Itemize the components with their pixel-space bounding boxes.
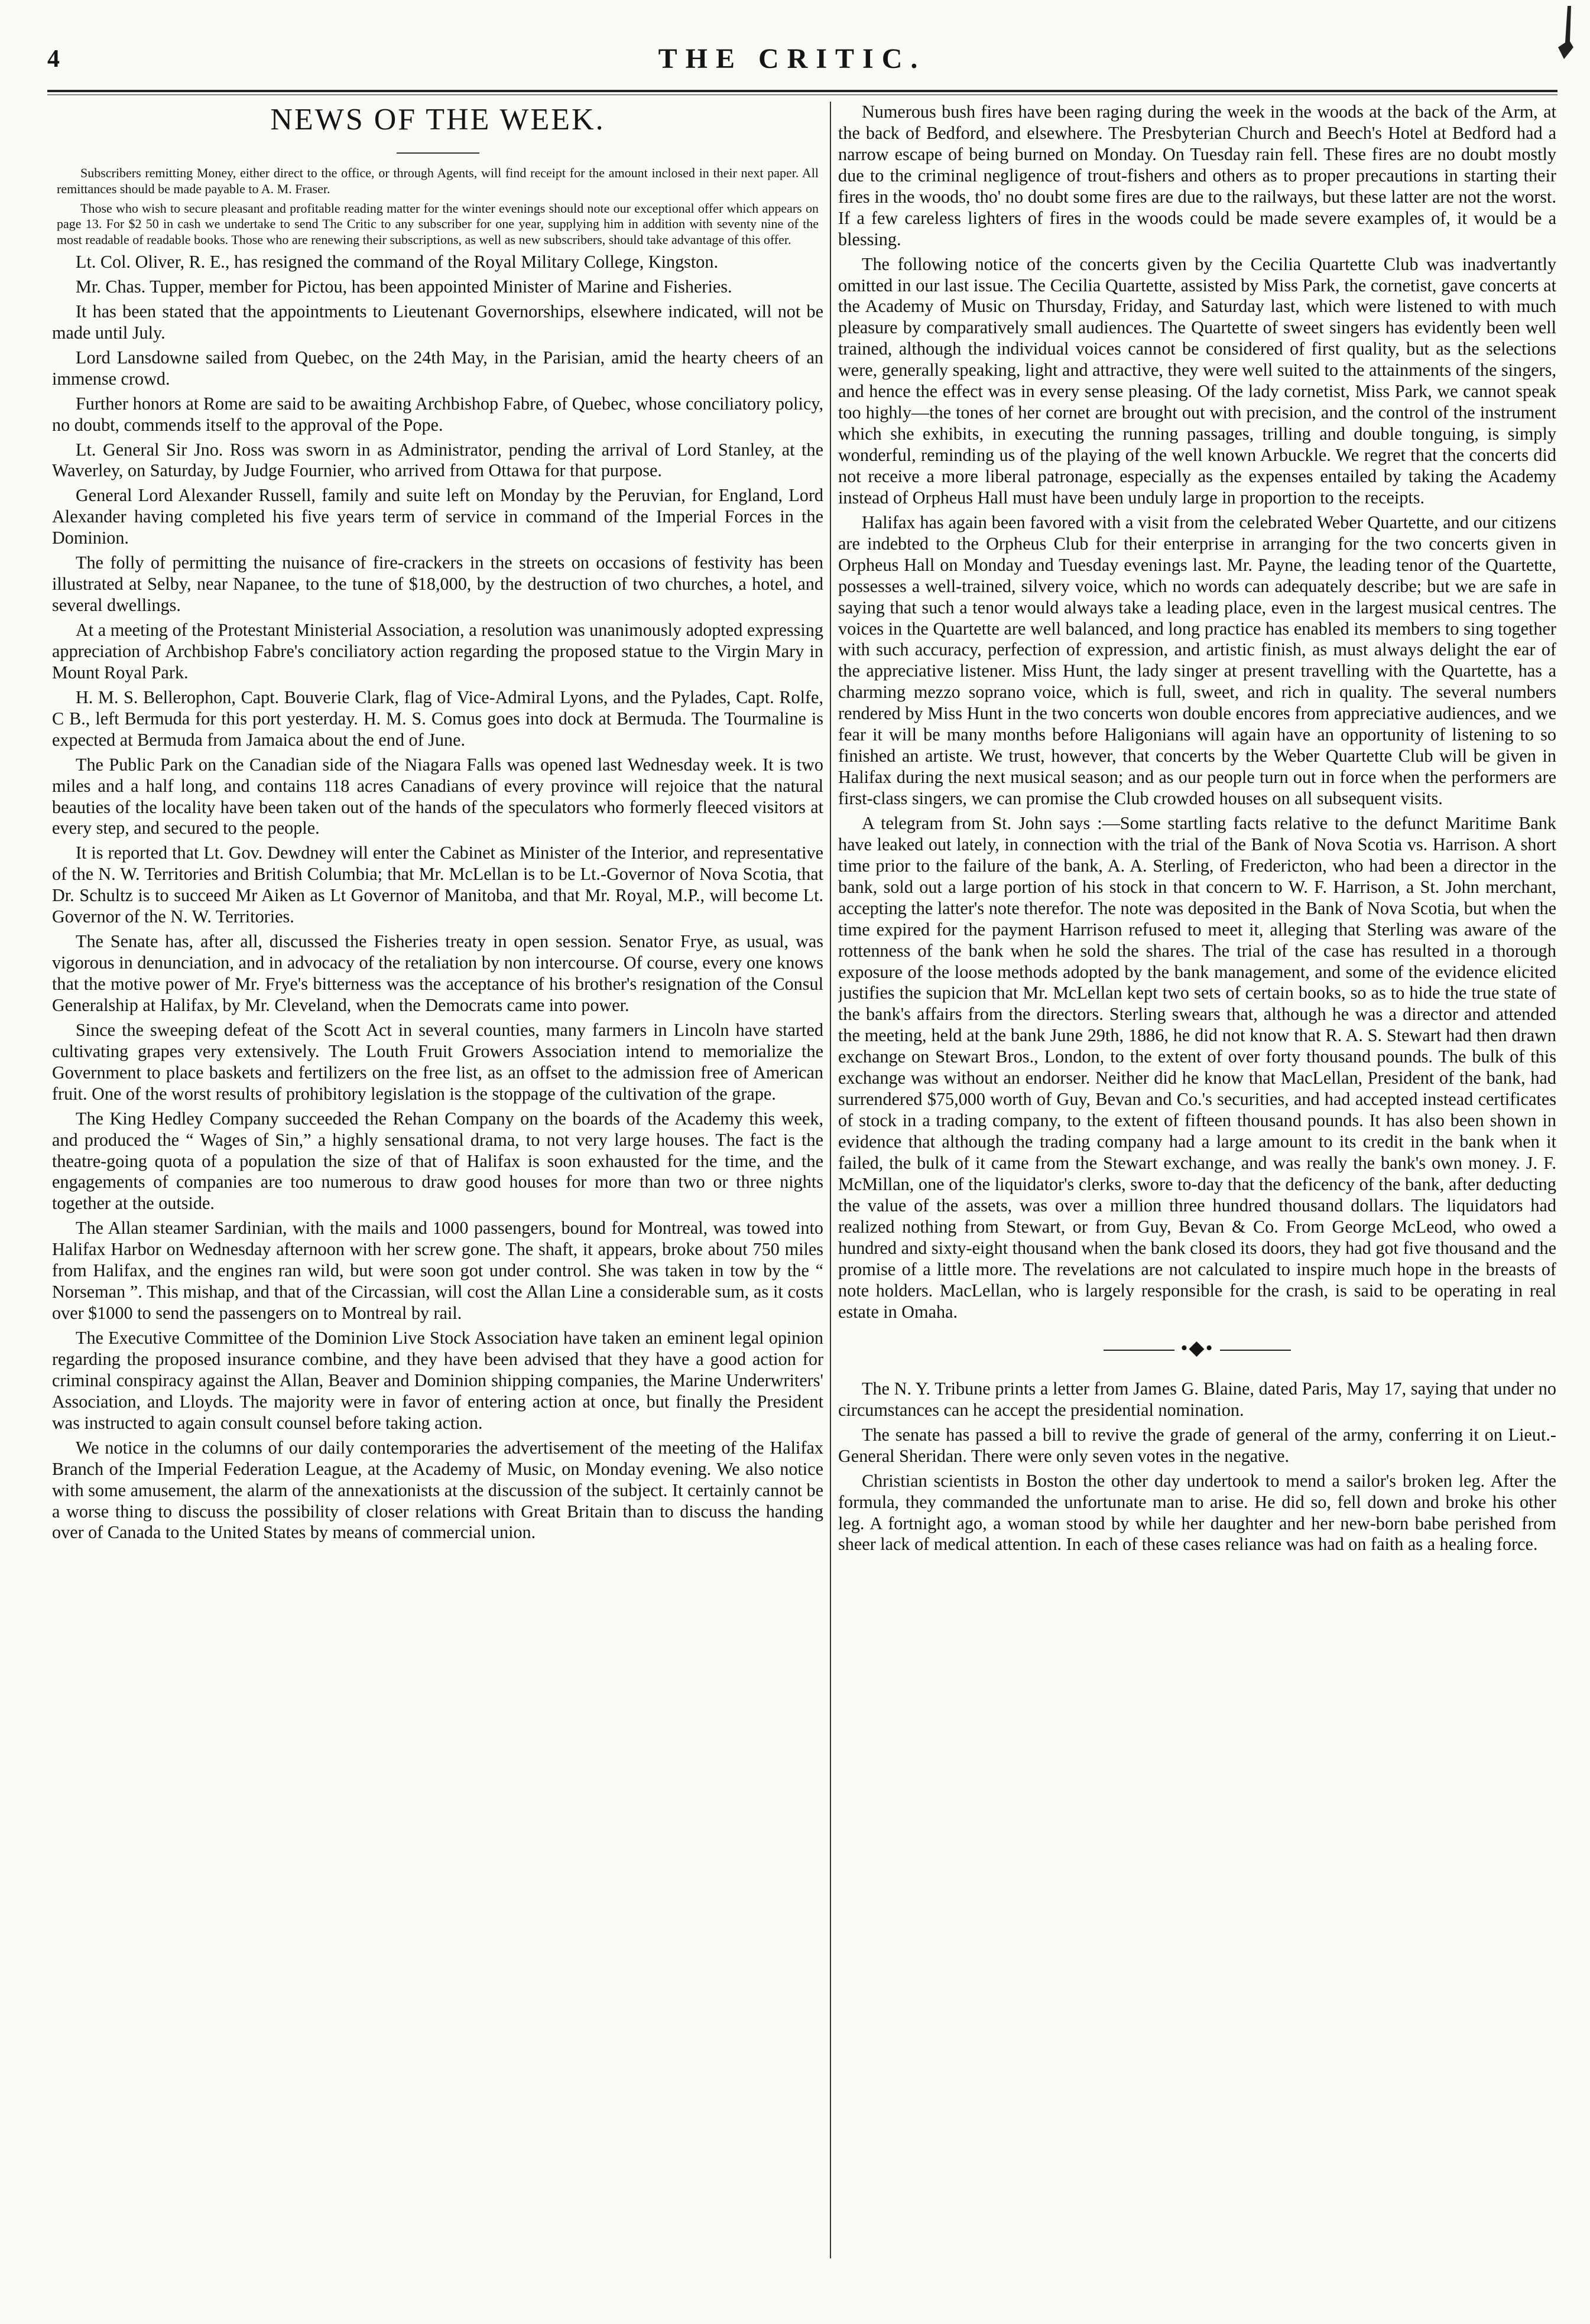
news-item: It has been stated that the appointments to Lieutenant Governorships, elsewhere indicated, will not be made until July. [52, 301, 823, 343]
news-item: A telegram from St. John says :—Some startling facts relative to the defunct Maritime Bank have leaked out lately, in connection with the trial of the Bank of Nova Scotia vs. Harrison. A short time prior to the failure of the bank, A. A. Sterling, of Fredericton, who had been a director in the bank, sold out a large portion of his stock in that concern to W. F. Harrison, a St. John merchant, accepting the latter's note therefor. The note was deposited in the Bank of Nova Scotia, but when the time expired for the payment Harrison refused to meet it, alleging that Sterling was aware of the rottenness of the bank when he sold the shares. The trial of the case has resulted in a thorough exposure of the loose methods adopted by the bank management, and some of the evidence elicited justifies the supicion that Mr. McLellan kept two sets of certain books, so as to hide the true state of the bank's affairs from the directors. Sterling swears that, although he was a director and attended the meeting, held at the bank June 29th, 1886, he did not know that R. A. S. Stewart had then drawn exchange on Stewart Bros., London, to the extent of over forty thousand pounds. The bulk of this exchange was without an endorser. Neither did he know that MacLellan, President of the bank, had surrendered $75,000 worth of Guy, Bevan and Co.'s securities, and had accepted instead certificates of stock in a trading company, to the extent of fifteen thousand pounds. It has also been shown in evidence that although the trading company had a large amount to its credit in the bank when it failed, the bulk of it came from the Stewart exchange, and was really the bank's own money. J. F. McMillan, one of the liquidator's clerks, swore to-day that the deficency of the bank, after deducting the value of the assets, was over a million three hundred thousand dollars. The liquidators had realized nothing from Stewart, or from Guy, Bevan & Co. From George McLeod, who owed a hundred and sixty-eight thousand when the bank closed its doors, they had got five thousand and the promise of a little more. The revelations are not calculated to inspire much hope in the breasts of note holders. MacLellan, who is largely responsible for the crash, is said to be operating in real estate in Omaha. [838, 812, 1556, 1322]
separator-line-left [1104, 1350, 1174, 1351]
separator-ornament-icon: •◆• [1180, 1337, 1214, 1360]
news-item: H. M. S. Bellerophon, Capt. Bouverie Clark, flag of Vice-Admiral Lyons, and the Pylades, Capt. Rolfe, C B., left Bermuda for this port yesterday. H. M. S. Comus goes into dock at Bermuda. The Tourmaline is expected at Bermuda from Jamaica about the end of June. [52, 687, 823, 750]
news-item: The Public Park on the Canadian side of the Niagara Falls was opened last Wednesday week. It is two miles and a half long, and contains 118 acres Canadians of every province will rejoice that the natural beauties of the locality have been taken out of the hands of the speculators who formerly fleeced visitors at every step, and secured to the people. [52, 754, 823, 838]
right-column [838, 102, 1556, 2288]
news-item: The N. Y. Tribune prints a letter from James G. Blaine, dated Paris, May 17, saying that under no circumstances can he accept the presidential nomination. [838, 1378, 1556, 1420]
news-item: Lord Lansdowne sailed from Quebec, on the 24th May, in the Parisian, amid the hearty cheers of an immense crowd. [52, 347, 823, 389]
page-corner-mark-icon [1550, 6, 1577, 59]
news-item: Mr. Chas. Tupper, member for Pictou, has been appointed Minister of Marine and Fisheries. [76, 276, 732, 297]
news-item: It is reported that Lt. Gov. Dewdney will enter the Cabinet as Minister of the Interior, and representative of the N. W. Territories and British Columbia; that Mr. McLellan is to be Lt.-Governor of Nova Scotia, that Dr. Schultz is to succeed Mr Aiken as Lt Governor of Manitoba, and that Mr. Royal, M.P., will become Lt. Governor of the N. W. Territories. [52, 843, 823, 927]
left-column [52, 102, 823, 2288]
header-rule [47, 90, 1557, 92]
news-item: Numerous bush fires have been raging during the week in the woods at the back of the Arm, at the back of Bedford, and elsewhere. The Presbyterian Church and Beech's Hotel at Bedford had a narrow escape of being burned on Monday. On Tuesday rain fell. These fires are no doubt mostly due to the criminal negligence of trout-fishers and others as to proper precautions in starting their fires in the woods, tho' no doubt some fires are due to the railways, but these latter are not the worst. If a few careless lighters of fires in the woods could be made severe examples of, it would be a blessing. [838, 102, 1556, 249]
news-item: The following notice of the concerts given by the Cecilia Quartette Club was inadvertantly omitted in our last issue. The Cecilia Quartette, assisted by Miss Park, the cornetist, gave concerts at the Academy of Music on Thursday, Friday, and Saturday last, which were listened to with much pleasure by comparatively small audiences. The Quartette of sweet singers has evidently been well trained, although the individual voices cannot be considered of first quality, but as the selections were, generally speaking, light and attractive, they were well suited to the attainments of the singers, and hence the effect was in every sense pleasing. Of the lady cornetist, Miss Park, we cannot speak too highly—the tones of her cornet are brought out with precision, and the control of the instrument which she exhibits, in executing the running passages, trilling and double tonguing, is simply wonderful, reminding us of the playing of the well known Arbuckle. We regret that the concerts did not receive a more liberal patronage, especially as the expenses entailed by taking the Academy instead of Orpheus Hall must have been unduly large in proportion to the receipts. [838, 253, 1556, 508]
news-item: The senate has passed a bill to revive the grade of general of the army, conferring it on Lieut.-General Sheridan. There were only seven votes in the negative. [838, 1424, 1556, 1466]
column-divider [830, 102, 831, 2258]
news-item: Christian scientists in Boston the other day undertook to mend a sailor's broken leg. After the formula, they commanded the unfortunate man to arise. He did so, fell down and broke his other leg. A fortnight ago, a woman stood by while her daughter and her new-born babe perished from sheer lack of medical attention. In each of these cases reliance was had on faith as a healing force. [838, 1470, 1556, 1555]
news-item: The Executive Committee of the Dominion Live Stock Association have taken an eminent legal opinion regarding the proposed insurance combine, and they have been advised that they have a good action for criminal conspiracy against the Allan, Beaver and Dominion shipping companies, the Marine Underwriters' Association, and Lloyds. The majority were in favor of entering action at once, but finally the President was instructed to again consult counsel before taking action. [52, 1328, 823, 1433]
subscriber-notice: Subscribers remitting Money, either direct to the office, or through Agents, will find receipt for the amount inclosed in their next paper. All remittances should be made payable to A. M. Fraser. [57, 165, 819, 196]
news-item: Halifax has again been favored with a visit from the celebrated Weber Quartette, and our citizens are indebted to the Orpheus Club for their enterprise in arranging for the two concerts given in Orpheus Hall on Monday and Tuesday evenings last. Mr. Payne, the leading tenor of the Quartette, possesses a well-trained, silvery voice, which no words can adequately describe; but we are safe in saying that such a tenor would always take a leading place, even in the largest musical centres. The voices in the Quartette are well balanced, and long practice has enabled its members to sing together with such accuracy, perfection of expression, and artistic finish, as must always delight the ear of the appreciative listener. Miss Hunt, the lady singer at present travelling with the Quartette, has a charming mezzo soprano voice, which is full, sweet, and rich in quality. The several numbers rendered by Miss Hunt in the two concerts won double encores from appreciative audiences, and we fear it will be many months before Haligonians will again have an opportunity of listening to so finished an artiste. We trust, however, that concerts by the Weber Quartette Club will be given in Halifax during the next musical season; and as our people turn out in force when the performers are first-class singers, we can promise the Club crowded houses on all subsequent visits. [838, 512, 1556, 808]
page-header [47, 40, 1537, 82]
news-item: Lt. General Sir Jno. Ross was sworn in as Administrator, pending the arrival of Lord Stanley, at the Waverley, on Saturday, by Judge Fournier, who arrived from Ottawa for that purpose. [52, 439, 823, 481]
masthead-title: THE CRITIC. [658, 43, 926, 74]
news-item: At a meeting of the Protestant Ministerial Association, a resolution was unanimously adopted expressing appreciation of Archbishop Fabre's conciliatory action regarding the proposed statue to the Virgin Mary in Mount Royal Park. [52, 620, 823, 682]
section-title: NEWS OF THE WEEK. [270, 103, 605, 136]
news-item: The folly of permitting the nuisance of fire-crackers in the streets on occasions of festivity has been illustrated at Selby, near Napanee, to the tune of $18,000, by the destruction of two churches, a hotel, and several dwellings. [52, 552, 823, 616]
news-item: The King Hedley Company succeeded the Rehan Company on the boards of the Academy this week, and produced the “ Wages of Sin,” a highly sensational drama, to not very large houses. The fact is the theatre-going quota of a population the size of that of Halifax is soon exhausted for the time, and the engagements of companies are too numerous to draw good houses for more than two or three nights together at the outside. [52, 1108, 823, 1214]
news-item: Lt. Col. Oliver, R. E., has resigned the command of the Royal Military College, Kingston. [76, 252, 719, 272]
title-rule [397, 152, 479, 154]
news-item: The Allan steamer Sardinian, with the mails and 1000 passengers, bound for Montreal, was towed into Halifax Harbor on Wednesday afternoon with her screw gone. The shaft, it appears, broke about 750 miles from Halifax, and the engines ran wild, but were soon got under control. She was taken in tow by the “ Norseman ”. This mishap, and that of the Circassian, will cost the Allan Line a considerable sum, as it costs over $1000 to send the passengers on to Montreal by rail. [52, 1218, 823, 1324]
news-item: Further honors at Rome are said to be awaiting Archbishop Fabre, of Quebec, whose conciliatory policy, no doubt, commends itself to the approval of the Pope. [52, 393, 823, 435]
article-separator [838, 1337, 1556, 1360]
news-item: The Senate has, after all, discussed the Fisheries treaty in open session. Senator Frye, as usual, was vigorous in denunciation, and in advocacy of the retaliation by non intercourse. Of course, every one knows that the motive power of Mr. Frye's bitterness was the acceptance of his brother's resignation of the Consul Generalship at Halifax, by Mr. Cleveland, when the Democrats came into power. [52, 931, 823, 1015]
offer-notice: Those who wish to secure pleasant and profitable reading matter for the winter evenings should note our exceptional offer which appears on page 13. For $2 50 in cash we undertake to send The Critic to any subscriber for one year, supplying him in addition with seventy nine of the most readable of readable books. Those who are renewing their subscriptions, as well as new subscribers, should take advantage of this offer. [57, 200, 819, 248]
page-number: 4 [47, 45, 60, 73]
news-item: General Lord Alexander Russell, family and suite left on Monday by the Peruvian, for England, Lord Alexander having completed his five years term of service in command of the Imperial Forces in the Dominion. [52, 485, 823, 548]
separator-line-right [1220, 1350, 1291, 1351]
news-item: We notice in the columns of our daily contemporaries the advertisement of the meeting of the Halifax Branch of the Imperial Federation League, at the Academy of Music, on Monday evening. We also notice with some amusement, the alarm of the annexationists at the discussion of the subject. It certainly cannot be a worse thing to discuss the possibility of closer relations with Great Britain than to discuss the handing over of Canada to the United States by means of commercial union. [52, 1437, 823, 1543]
news-item: Since the sweeping defeat of the Scott Act in several counties, many farmers in Lincoln have started cultivating grapes very extensively. The Louth Fruit Growers Association intend to memorialize the Government to place baskets and fertilizers on the free list, as an offset to the admission free of American fruit. One of the worst results of prohibitory legislation is the stoppage of the cultivation of the grape. [52, 1019, 823, 1104]
